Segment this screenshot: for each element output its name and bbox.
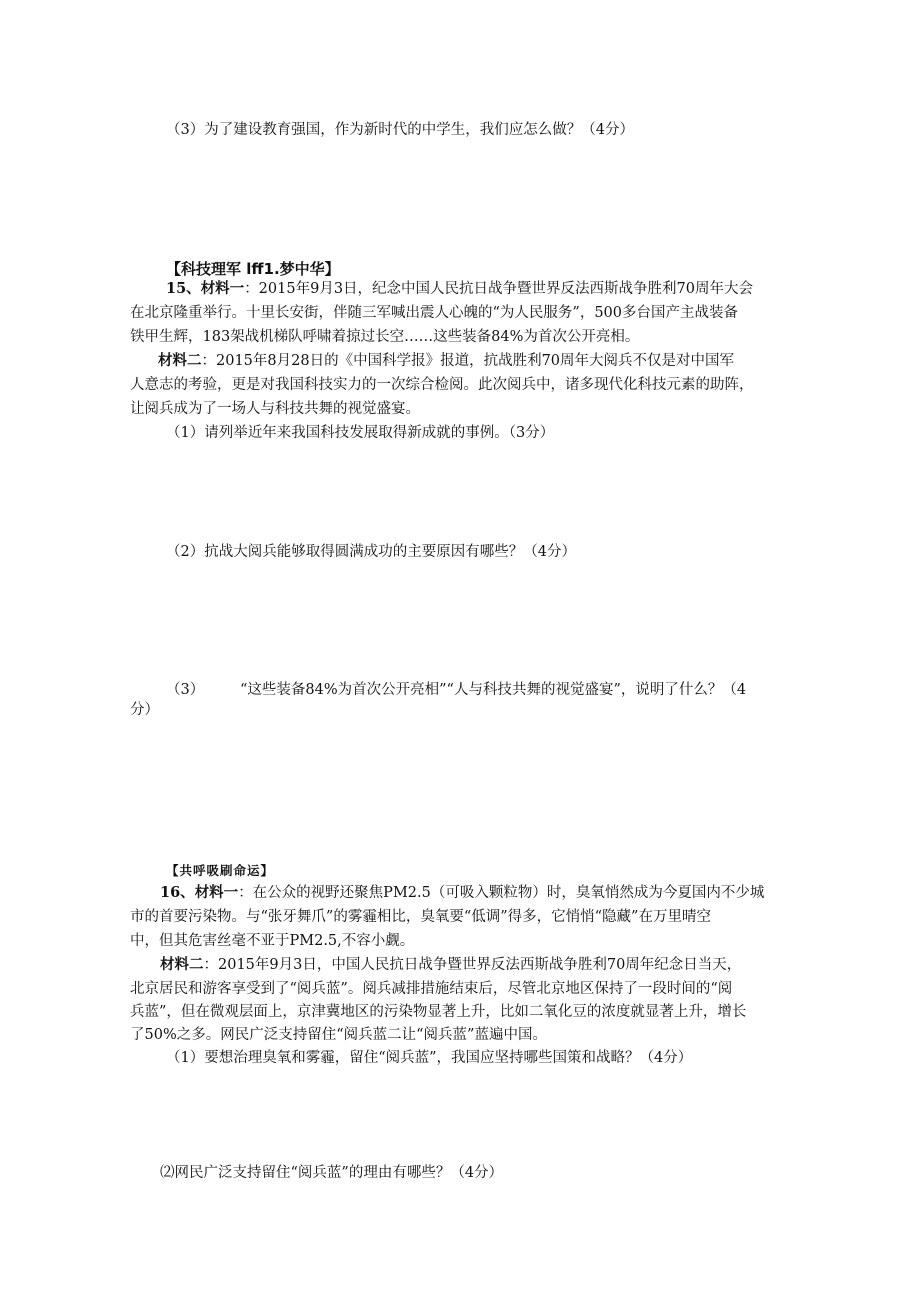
question-16-material-2-line-3: 兵蓝”，但在微观层面上，京津冀地区的污染物显著上升，比如二氧化豆的浓度就显著上升，增长 (130, 1004, 747, 1020)
question-15-3-number: （3） (166, 682, 205, 698)
question-15-3-tail: 分） (130, 702, 159, 718)
question-15-material-2-line-1 (158, 351, 734, 371)
question-16-1: （1）要想治理臭氧和雾霾，留住“阅兵蓝”，我国应坚持哪些国策和战略？（4分） (166, 1050, 693, 1066)
question-16-material-2-line-1 (160, 955, 741, 975)
question-15-material-1-line-3: 铁甲生辉，183架战机梯队呼啸着掠过长空……这些装备84%为首次公开亮相。 (130, 329, 640, 345)
question-15-3-text: “这些装备84%为首次公开亮相”“人与科技共舞的视觉盛宴”，说明了什么？（4 (240, 682, 747, 698)
material-text: ：2015年9月3日，纪念中国人民抗日战争暨世界反法西斯战争胜利70周年大会 (244, 281, 753, 297)
question-16-material-1-line-2: 市的首要污染物。与“张牙舞爪”的雾霾相比，臭氧要“低调”得多，它悄悄“隐藏”在万里晴空 (130, 909, 711, 925)
material-text: ：在公众的视野还聚焦PM2.5（可吸入颗粒物）时，臭氧悄然成为今夏国内不少城 (238, 885, 765, 901)
question-15-material-1-line-1 (166, 279, 753, 299)
question-number: 16、 (160, 884, 195, 901)
question-15-material-2-line-2: 人意志的考验，更是对我国科技实力的一次综合检阅。此次阅兵中，诸多现代化科技元素的助阵， (130, 377, 754, 393)
question-16-2: ⑵网民广泛支持留住“阅兵蓝”的理由有哪些？（4分） (160, 1165, 504, 1181)
question-15-2: （2）抗战大阅兵能够取得圆满成功的主要原因有哪些？（4分） (166, 544, 576, 560)
material-text: ：2015年9月3日，中国人民抗日战争暨世界反法西斯战争胜利70周年纪念日当天， (203, 957, 742, 973)
question-number: 15、 (166, 280, 201, 297)
question-15-1: （1）请列举近年来我国科技发展取得新成就的事例。（3分） (166, 425, 555, 441)
section-header-environment: 【共呼吸刷命运】 (166, 863, 275, 878)
question-14-3: （3）为了建设教育强国，作为新时代的中学生，我们应怎么做？（4分） (166, 122, 634, 138)
question-15-material-1-line-2: 在北京隆重举行。十里长安街，伴随三军喊出震人心魄的“为人民服务”，500多台国产主战装备 (130, 305, 738, 321)
material-text: ：2015年8月28日的《中国科学报》报道，抗战胜利70周年大阅兵不仅是对中国军 (201, 353, 735, 369)
question-15-material-2-line-3: 让阅兵成为了一场人与科技共舞的视觉盛宴。 (130, 401, 420, 417)
section-header-science: 【科技理军 lff1.梦中华】 (166, 260, 340, 278)
question-16-material-2-line-2: 北京居民和游客享受到了“阅兵蓝”。阅兵减排措施结束后，尽管北京地区保持了一段时间的“阅 (130, 981, 733, 997)
material-label: 材料二 (158, 352, 202, 369)
material-label: 材料一 (200, 280, 245, 297)
question-16-material-1-line-3: 中，但其危害丝毫不亚于PM2.5,不容小觑。 (130, 933, 415, 949)
question-16-material-1-line-1 (160, 883, 764, 903)
material-label: 材料一 (194, 884, 239, 901)
material-label: 材料二 (160, 956, 204, 973)
question-16-material-2-line-4: 了50%之多。网民广泛支持留住“阅兵蓝二让“阅兵蓝”蓝遍中国。 (130, 1027, 547, 1043)
